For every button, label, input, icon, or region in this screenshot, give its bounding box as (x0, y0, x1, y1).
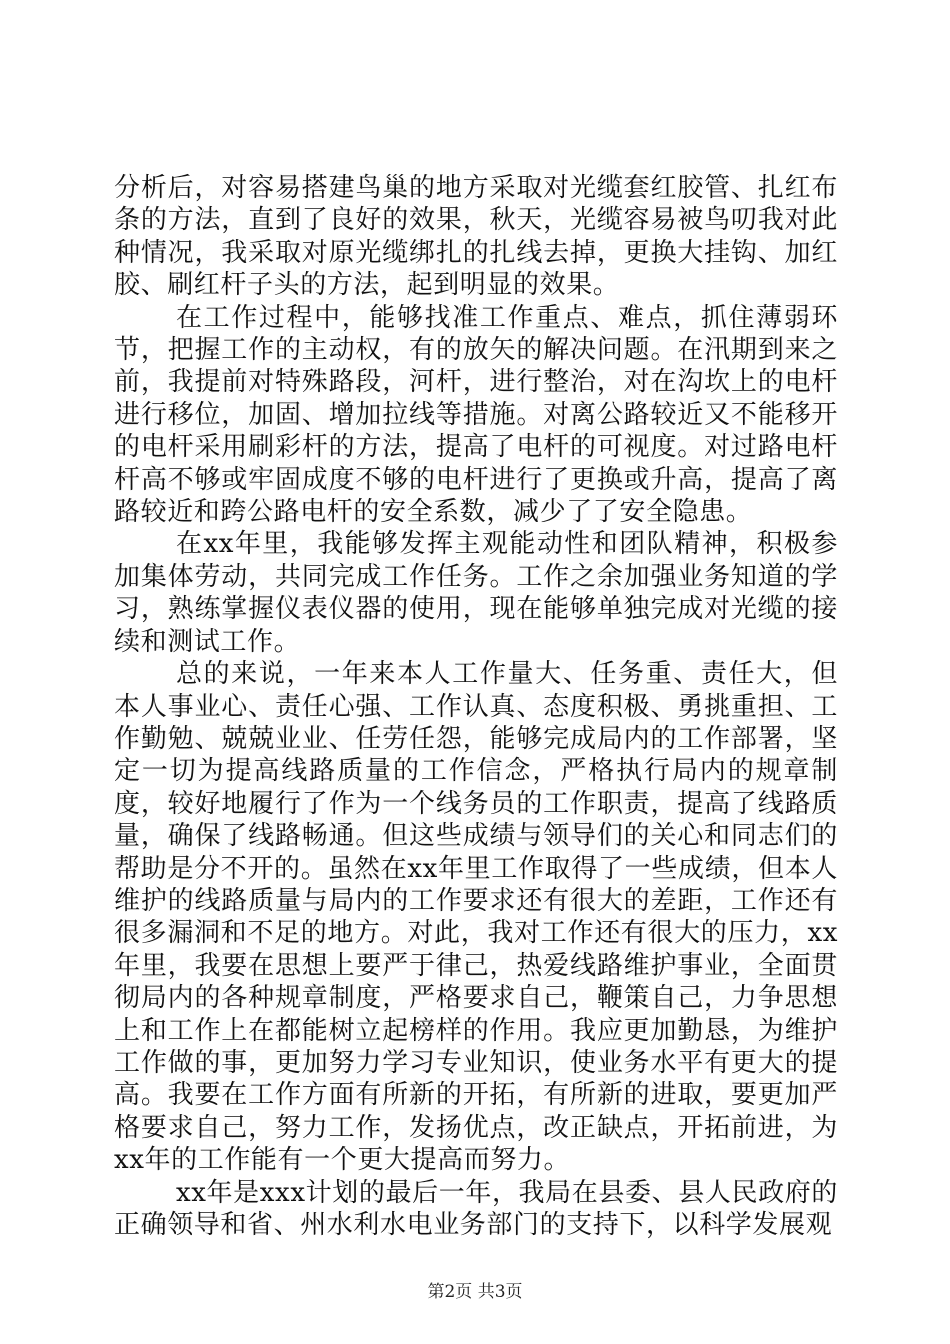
paragraph-1: 分析后，对容易搭建鸟巢的地方采取对光缆套红胶管、扎红布条的方法，直到了良好的效果，秋天，光缆容易被鸟叨我对此种情况，我采取对原光缆绑扎的扎线去掉，更换大挂钩、加红胶、刷红杆子头的方法，起到明显的效果。 (114, 173, 838, 301)
paragraph-3: 在xx年里，我能够发挥主观能动性和团队精神，积极参加集体劳动，共同完成工作任务。工作之余加强业务知道的学习，熟练掌握仪表仪器的使用，现在能够单独完成对光缆的接续和测试工作。 (114, 529, 838, 657)
paragraph-5: xx年是xxx计划的最后一年，我局在县委、县人民政府的正确领导和省、州水利水电业务部门的支持下，以科学发展观 (114, 1177, 838, 1240)
page-number-footer: 第2页 共3页 (427, 1282, 523, 1302)
paragraph-4: 总的来说，一年来本人工作量大、任务重、责任大，但本人事业心、责任心强、工作认真、态度积极、勇挑重担、工作勤勉、兢兢业业、任劳任怨，能够完成局内的工作部署，坚定一切为提高线路质量的工作信念，严格执行局内的规章制度，较好地履行了作为一个线务员的工作职责，提高了线路质量，确保了线路畅通。但这些成绩与领导们的关心和同志们的帮助是分不开的。虽然在xx年里工作取得了一些成绩，但本人维护的线路质量与局内的工作要求还有很大的差距，工作还有很多漏洞和不足的地方。对此，我对工作还有很大的压力，xx年里，我要在思想上要严于律己，热爱线路维护事业，全面贯彻局内的各种规章制度，严格要求自己，鞭策自己，力争思想上和工作上在都能树立起榜样的作用。我应更加勤恳，为维护工作做的事，更加努力学习专业知识，使业务水平有更大的提高。我要在工作方面有所新的开拓，有所新的进取，要更加严格要求自己，努力工作，发扬优点，改正缺点，开拓前进，为xx年的工作能有一个更大提高而努力。 (114, 659, 838, 1176)
document-body (114, 172, 838, 1241)
paragraph-2: 在工作过程中，能够找准工作重点、难点，抓住薄弱环节，把握工作的主动权，有的放矢的解决问题。在汛期到来之前，我提前对特殊路段，河杆，进行整治，对在沟坎上的电杆进行移位，加固、增加拉线等措施。对离公路较近又不能移开的电杆采用刷彩杆的方法，提高了电杆的可视度。对过路电杆杆高不够或牢固成度不够的电杆进行了更换或升高，提高了离路较近和跨公路电杆的安全系数，减少了了安全隐患。 (114, 302, 838, 528)
